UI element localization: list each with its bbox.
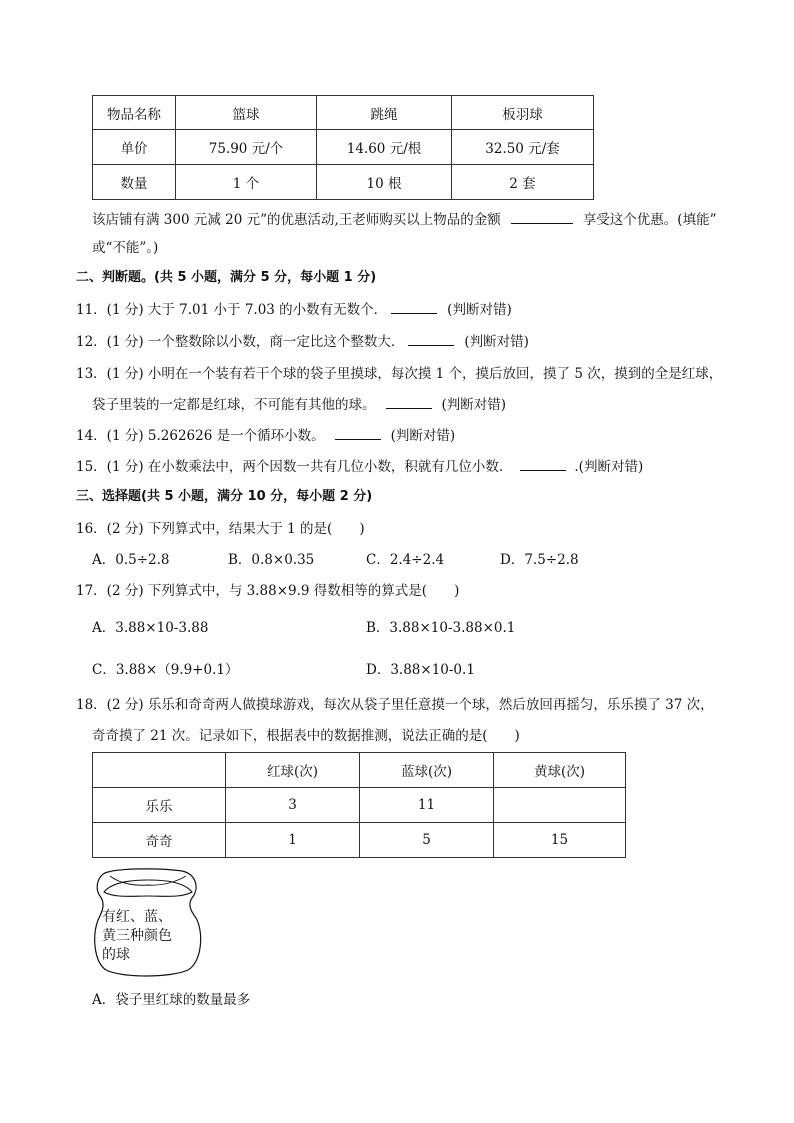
table-cell: 14.60 元/根 <box>317 130 452 165</box>
question-text: 袋子里装的一定都是红球，不可能有其他的球。 <box>92 397 376 413</box>
table-header-cell <box>93 753 226 788</box>
option-a[interactable]: A．0.5÷2.8 <box>92 552 170 568</box>
table-cell: 11 <box>360 788 494 823</box>
question-12 <box>76 331 529 352</box>
question-17: 17．(2 分) 下列算式中，与 3.88×9.9 得数相等的算式是( ) <box>76 583 460 599</box>
option-d[interactable]: D．3.88×10-0.1 <box>366 662 475 678</box>
bag-label <box>102 908 192 965</box>
table-cell: 75.90 元/个 <box>176 130 317 165</box>
section-title: 二、判断题。(共 5 小题，满分 5 分，每小题 1 分) <box>76 270 377 285</box>
table-cell: 3 <box>226 788 360 823</box>
table-header-cell: 板羽球 <box>452 96 594 130</box>
question-tail: (判断对错) <box>390 428 456 444</box>
bag-label-line: 有红、蓝、 <box>102 909 172 925</box>
table-cell: 单价 <box>93 130 176 165</box>
table-header-cell: 跳绳 <box>317 96 452 130</box>
table-cell: 奇奇 <box>93 823 226 858</box>
intro-line-1 <box>92 209 716 230</box>
option-b[interactable]: B．3.88×10-3.88×0.1 <box>366 620 516 636</box>
answer-blank[interactable] <box>391 299 437 314</box>
question-tail: .(判断对错) <box>574 459 644 475</box>
question-13-line-1: 13．(1 分) 小明在一个装有若干个球的袋子里摸球，每次摸 1 个，摸后放回，摸了 5 次，摸到的全是红球， <box>76 366 723 382</box>
table-cell <box>494 788 626 823</box>
price-table <box>92 95 594 200</box>
intro-line-2: 或“不能”。) <box>92 240 159 256</box>
table-header-cell: 黄球(次) <box>494 753 626 788</box>
table-cell: 乐乐 <box>93 788 226 823</box>
option-a[interactable]: A．袋子里红球的数量最多 <box>92 992 251 1008</box>
option-b[interactable]: B．0.8×0.35 <box>228 552 315 568</box>
table-header-cell: 物品名称 <box>93 96 176 130</box>
section-title: 三、选择题(共 5 小题，满分 10 分，每小题 2 分) <box>76 489 373 504</box>
bag-label-line: 黄三种颜色 <box>102 928 172 944</box>
question-18-line-1: 18．(2 分) 乐乐和奇奇两人做摸球游戏，每次从袋子里任意摸一个球，然后放回再摇匀，乐乐摸了 37 次， <box>76 697 714 713</box>
question-18-line-2: 奇奇摸了 21 次。记录如下，根据表中的数据推测，说法正确的是( ) <box>92 728 520 744</box>
question-16: 16．(2 分) 下列算式中，结果大于 1 的是( ) <box>76 521 365 537</box>
question-text: 15．(1 分) 在小数乘法中，两个因数一共有几位小数，积就有几位小数． <box>76 459 513 475</box>
table-cell: 数量 <box>93 165 176 200</box>
question-tail: (判断对错) <box>447 302 512 318</box>
intro-text: 享受这个优惠。(填能” <box>582 212 717 228</box>
question-text: 14．(1 分) 5.262626 是一个循环小数。 <box>76 428 325 444</box>
table-header-cell: 篮球 <box>176 96 317 130</box>
option-a[interactable]: A．3.88×10-3.88 <box>92 620 209 636</box>
question-tail: (判断对错) <box>441 397 507 413</box>
intro-text: 该店铺有满 300 元减 20 元”的优惠活动,王老师购买以上物品的金额 <box>92 212 501 228</box>
option-c[interactable]: C．2.4÷2.4 <box>366 552 445 568</box>
option-d[interactable]: D．7.5÷2.8 <box>500 552 579 568</box>
table-header-cell: 蓝球(次) <box>360 753 494 788</box>
question-14 <box>76 425 455 446</box>
question-13-line-2 <box>92 394 506 415</box>
table-cell: 15 <box>494 823 626 858</box>
table-cell: 1 <box>226 823 360 858</box>
answer-blank[interactable] <box>335 425 381 440</box>
answer-blank[interactable] <box>520 456 566 471</box>
question-15 <box>76 456 643 477</box>
answer-blank[interactable] <box>408 331 454 346</box>
question-text: 12．(1 分) 一个整数除以小数，商一定比这个整数大． <box>76 334 405 350</box>
option-c[interactable]: C．3.88×（9.9+0.1） <box>92 662 239 678</box>
record-table <box>92 752 626 858</box>
table-cell: 10 根 <box>317 165 452 200</box>
table-cell: 32.50 元/套 <box>452 130 594 165</box>
table-cell: 5 <box>360 823 494 858</box>
answer-blank[interactable] <box>386 394 432 409</box>
ball-bag-illustration <box>92 866 202 978</box>
table-header-cell: 红球(次) <box>226 753 360 788</box>
table-cell: 1 个 <box>176 165 317 200</box>
answer-blank[interactable] <box>511 209 573 224</box>
bag-label-line: 的球 <box>102 947 130 963</box>
question-11 <box>76 299 512 320</box>
table-cell: 2 套 <box>452 165 594 200</box>
question-text: 11．(1 分) 大于 7.01 小于 7.03 的小数有无数个． <box>76 302 388 318</box>
question-tail: (判断对错) <box>464 334 529 350</box>
